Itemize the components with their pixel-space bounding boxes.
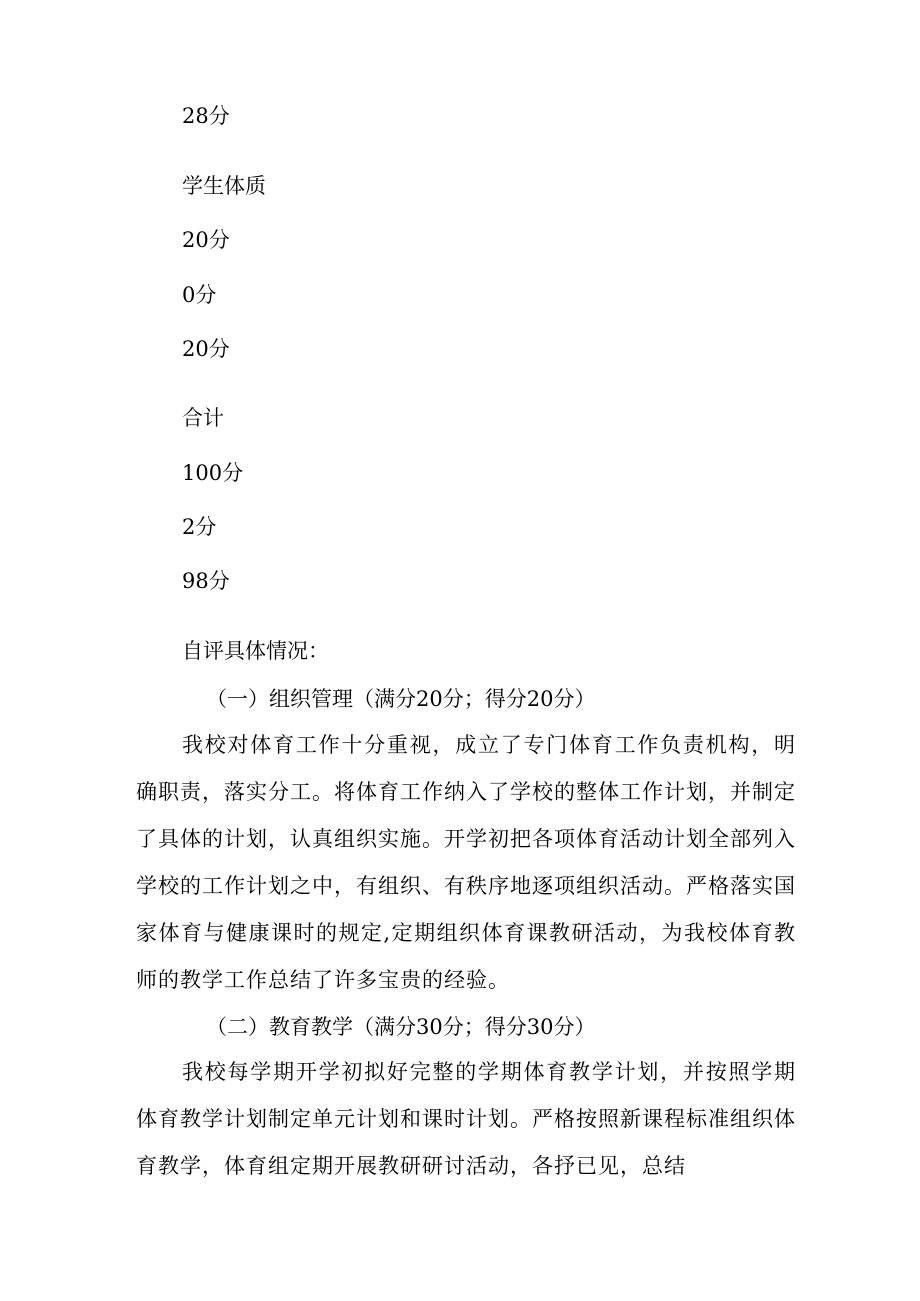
got-score-20: 20分 — [182, 337, 230, 361]
section-body-organization: 我校对体育工作十分重视，成立了专门体育工作负责机构，明确职责，落实分工。将体育工作纳入了学校的整体工作计划，并制定了具体的计划，认真组织实施。开学初把各项体育活动计划全部列入学校的工作计划之中，有组织、有秩序地逐项组织活动。严格落实国家体育与健康课时的规定,定期组织体育课教研活动，为我校体育教师的教学工作总结了许多宝贵的经验。 — [136, 733, 796, 992]
section-heading-organization: （一）组织管理（满分20分；得分20分） — [206, 687, 596, 711]
full-score-100: 100分 — [182, 461, 244, 485]
section-body-teaching: 我校每学期开学初拟好完整的学期体育教学计划，并按照学期体育教学计划制定单元计划和课时计划。严格按照新课程标准组织体育教学，体育组定期开展教研研讨活动，各抒已见，总结 — [136, 1060, 796, 1178]
row-label-student-fitness: 学生体质 — [182, 174, 266, 198]
full-score-20: 20分 — [182, 228, 230, 252]
section-heading-teaching: （二）教育教学（满分30分；得分30分） — [206, 1015, 596, 1039]
score-line-28: 28分 — [182, 104, 230, 128]
deduct-score-0: 0分 — [182, 283, 217, 307]
row-label-total: 合计 — [182, 406, 224, 430]
intro-text: 自评具体情况： — [182, 639, 329, 663]
deduct-score-2: 2分 — [182, 515, 217, 539]
got-score-98: 98分 — [182, 569, 230, 593]
